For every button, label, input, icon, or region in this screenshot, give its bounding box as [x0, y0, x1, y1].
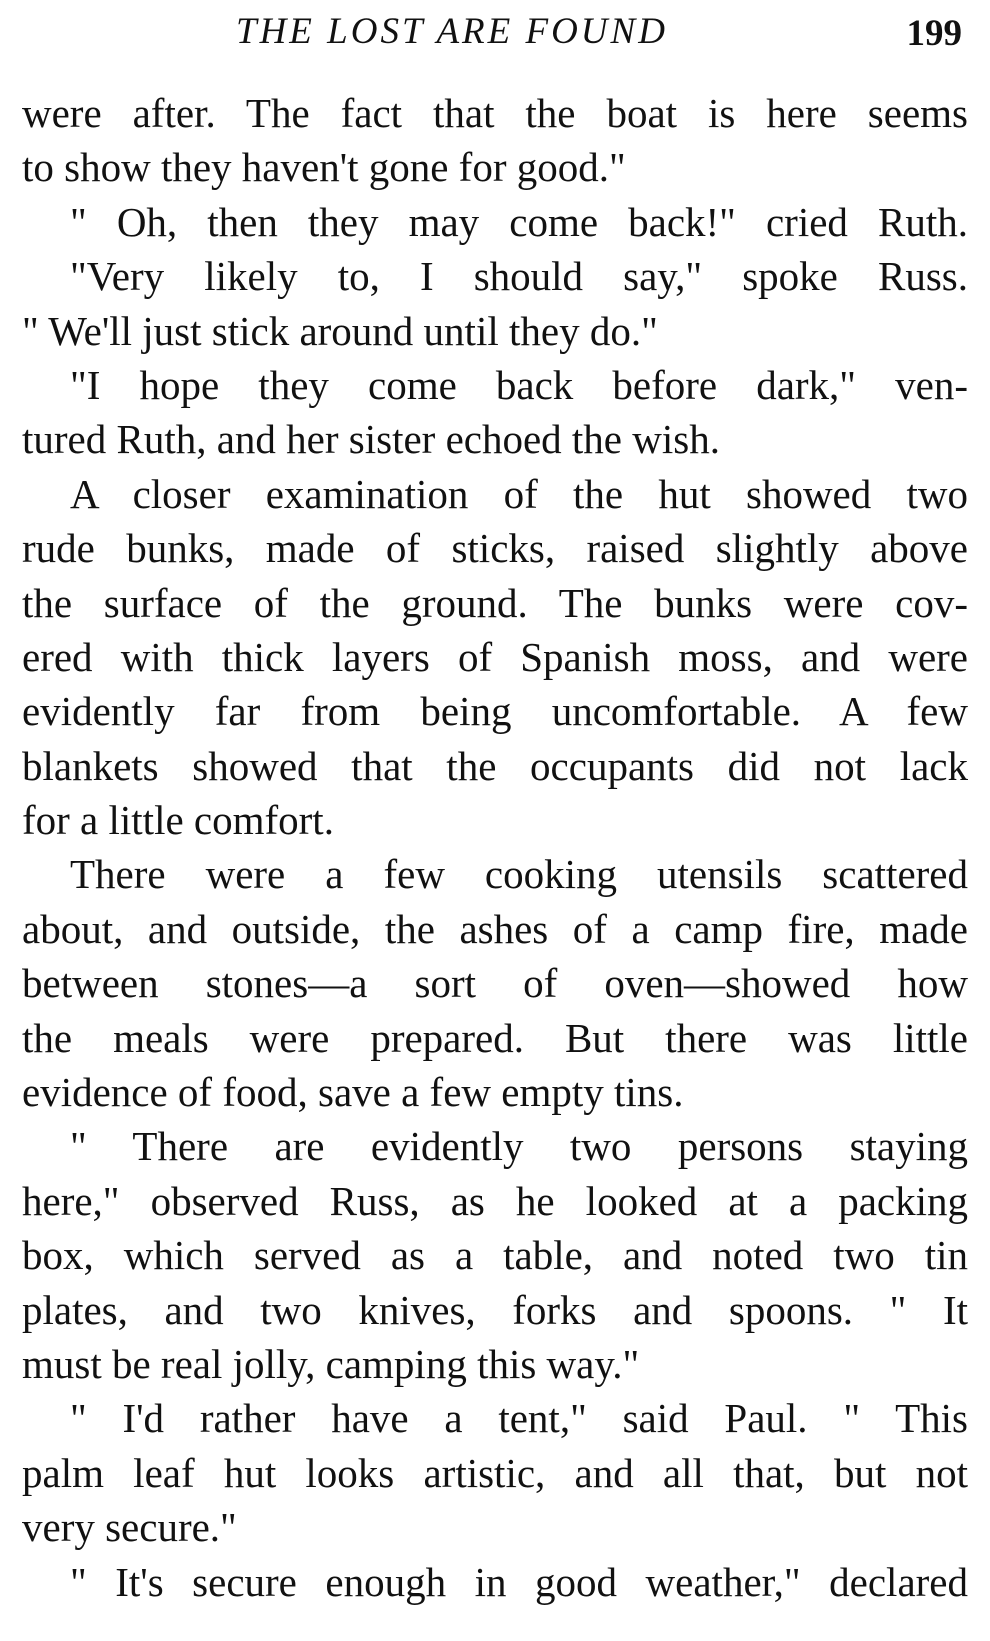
- text-line: evidently far from being uncomfortable. A few: [22, 688, 968, 735]
- text-line: plates, and two knives, forks and spoons. " It: [22, 1286, 968, 1333]
- text-line: " It's secure enough in good weather," declared: [70, 1558, 968, 1605]
- text-line: " We'll just stick around until they do.": [22, 307, 658, 354]
- text-line: A closer examination of the hut showed two: [70, 470, 968, 517]
- text-line: about, and outside, the ashes of a camp fire, made: [22, 905, 968, 952]
- page-header: [0, 8, 990, 68]
- text-line: for a little comfort.: [22, 797, 334, 844]
- text-line: tured Ruth, and her sister echoed the wish.: [22, 416, 720, 463]
- text-line: "Very likely to, I should say," spoke Russ.: [70, 253, 968, 300]
- text-line: must be real jolly, camping this way.": [22, 1340, 640, 1387]
- text-line: " There are evidently two persons staying: [70, 1123, 968, 1170]
- text-line: " I'd rather have a tent," said Paul. " This: [70, 1395, 968, 1442]
- text-line: blankets showed that the occupants did not lack: [22, 742, 968, 789]
- text-line: very secure.": [22, 1504, 237, 1551]
- text-line: "I hope they come back before dark," ven-: [70, 361, 968, 408]
- text-line: here," observed Russ, as he looked at a packing: [22, 1177, 968, 1224]
- running-head: THE LOST ARE FOUND: [236, 11, 668, 52]
- page-number: 199: [906, 13, 962, 54]
- text-line: box, which served as a table, and noted two tin: [22, 1232, 968, 1279]
- text-line: ered with thick layers of Spanish moss, and were: [22, 633, 968, 680]
- body-text: [22, 86, 968, 1609]
- text-line: the meals were prepared. But there was little: [22, 1014, 968, 1061]
- text-line: were after. The fact that the boat is here seems: [22, 90, 968, 136]
- text-line: rude bunks, made of sticks, raised slightly above: [22, 525, 968, 572]
- text-line: " Oh, then they may come back!" cried Ruth.: [70, 198, 968, 245]
- text-line: evidence of food, save a few empty tins.: [22, 1069, 684, 1116]
- text-line: palm leaf hut looks artistic, and all that, but not: [22, 1449, 968, 1496]
- text-line: between stones—a sort of oven—showed how: [22, 960, 968, 1007]
- text-line: There were a few cooking utensils scattered: [70, 851, 968, 898]
- text-line: the surface of the ground. The bunks were cov-: [22, 579, 968, 626]
- text-line: to show they haven't gone for good.": [22, 144, 626, 191]
